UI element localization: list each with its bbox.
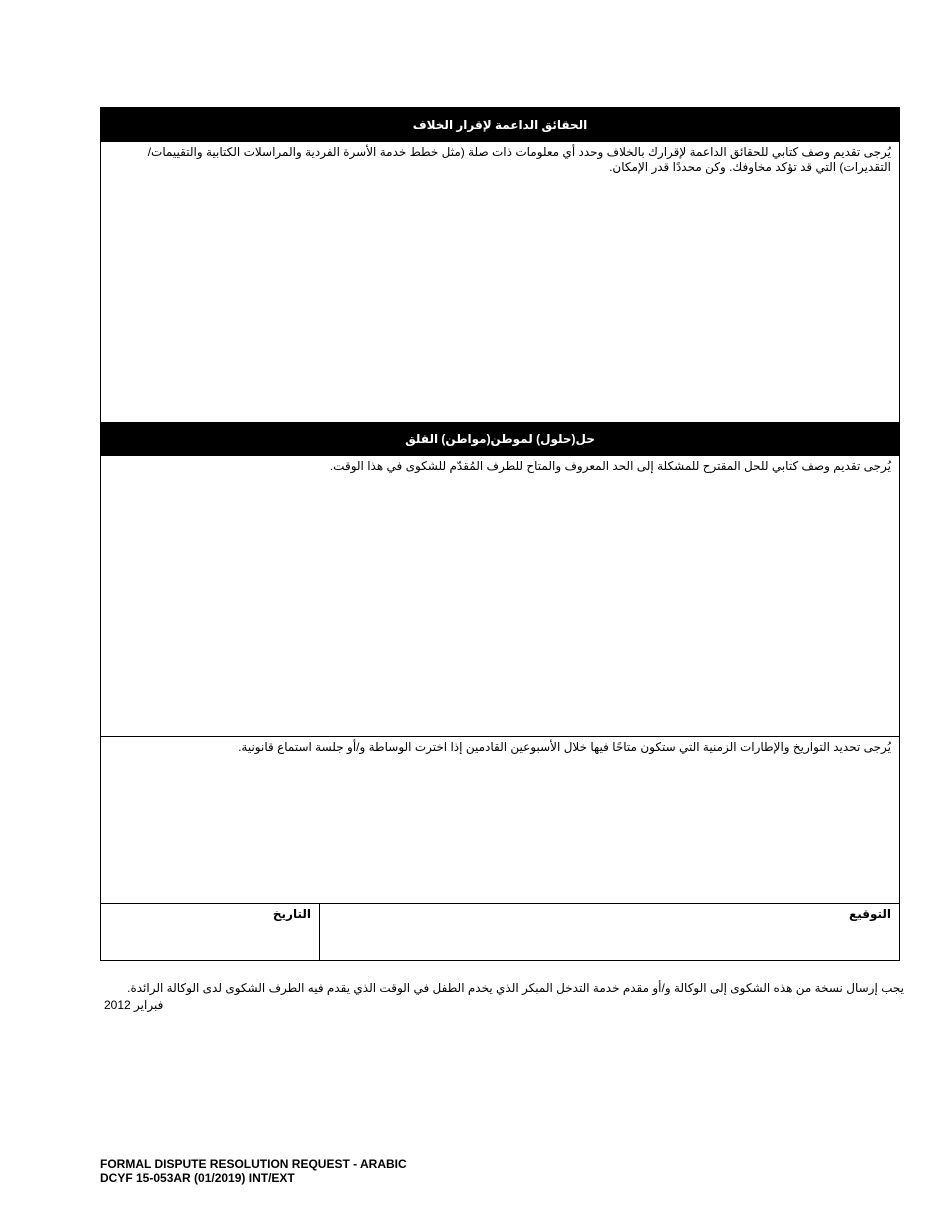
availability-instructions: يُرجى تحديد التواريخ والإطارات الزمنية التي ستكون متاحًا فيها خلال الأسبوعين القادمين إذا اخترت الوساطة و/أو جلسة استماع قانونية.: [238, 740, 891, 754]
form-footer: [100, 1157, 407, 1185]
supporting-facts-instructions: يُرجى تقديم وصف كتابي للحقائق الداعمة لإقرارك بالخلاف وحدد أي معلومات ذات صلة (مثل خطط خدمة الأسرة الفردية والمراسلات الكتابية والتقييمات/التقديرات) التي قد تؤكد مخاوفك. وكن محددًا قدر الإمكان.: [147, 145, 891, 174]
copy-notice: يجب إرسال نسخة من هذه الشكوى إلى الوكالة و/أو مقدم خدمة التدخل المبكر الذي يخدم الطفل في الوقت الذي يقدم فيه الطرف الشكوى لدى الوكالة الرائدة.: [127, 981, 904, 995]
form-number: DCYF 15-053AR (01/2019) INT/EXT: [100, 1171, 295, 1185]
resolution-header: حل(حلول) لموطن(مواطن) القلق: [101, 422, 899, 456]
supporting-facts-field[interactable]: [101, 142, 899, 422]
resolution-field[interactable]: [101, 456, 899, 737]
signature-row: [101, 904, 899, 960]
resolution-instructions: يُرجى تقديم وصف كتابي للحل المقترح للمشكلة إلى الحد المعروف والمتاح للطرف المُقدّم للشكوى في هذا الوقت.: [329, 459, 891, 473]
availability-field[interactable]: [101, 737, 899, 904]
signature-field[interactable]: [319, 904, 899, 960]
revision-date: فبراير 2012: [104, 998, 164, 1012]
supporting-facts-header: الحقائق الداعمة لإقرار الخلاف: [101, 108, 899, 142]
dispute-form: [100, 107, 900, 961]
form-title: FORMAL DISPUTE RESOLUTION REQUEST - ARABIC: [100, 1157, 407, 1171]
date-label: التاريخ: [272, 907, 311, 921]
signature-label: التوقيع: [849, 907, 891, 921]
date-field[interactable]: [101, 904, 319, 960]
